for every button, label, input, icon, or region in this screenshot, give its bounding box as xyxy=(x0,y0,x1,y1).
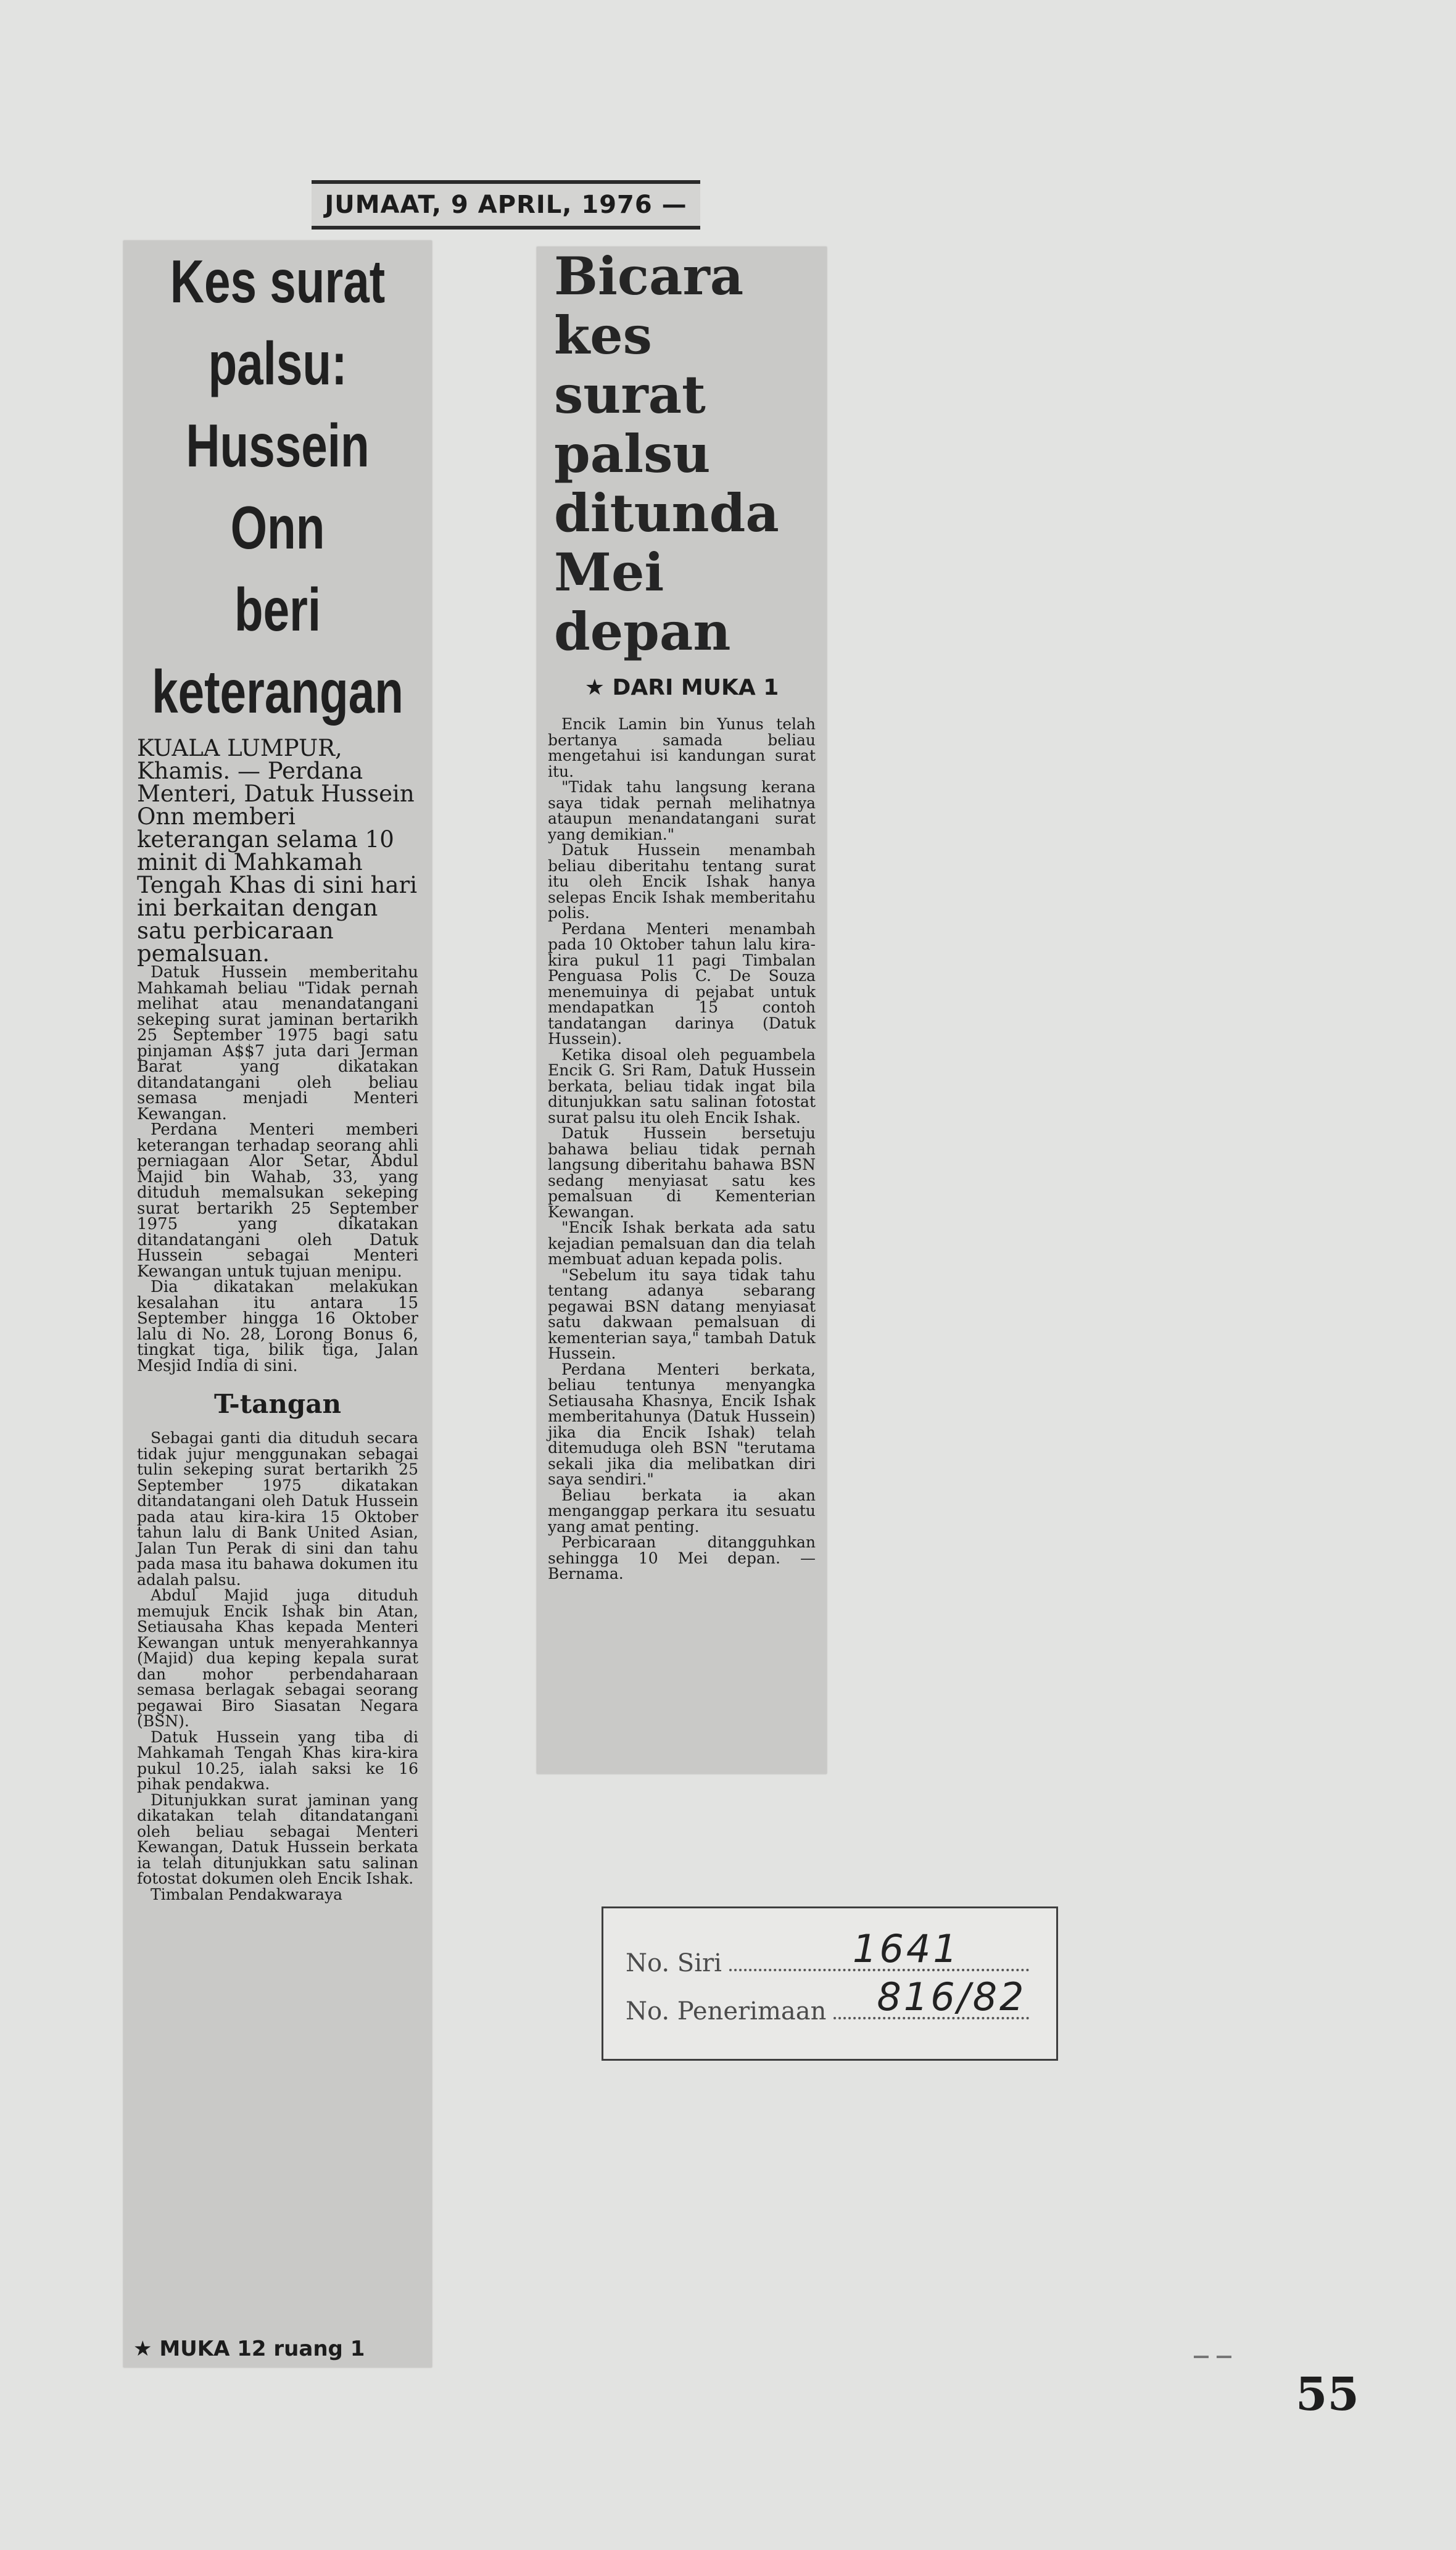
article-paragraph: Abdul Majid juga dituduh memujuk Encik Ishak bin Atan, Setiausaha Khas kepada Menteri Kewangan untuk menyerahkannya (Majid) dua keping kepala surat dan mohor perbendaharaan semasa berlagak sebagai seorang pegawai Biro Siasatan Negara (BSN). xyxy=(137,1586,418,1730)
article-paragraph: Perbicaraan ditangguhkan sehingga 10 Mei depan. — Bernama. xyxy=(548,1533,816,1583)
article-headline: Kes surat palsu: Hussein Onn beri keterangan xyxy=(152,247,403,726)
article-paragraph: Encik Lamin bin Yunus telah bertanya samada beliau mengetahui isi kandungan surat itu. xyxy=(548,715,816,780)
pencil-mark xyxy=(1217,2356,1231,2358)
article-paragraph: Perdana Menteri menambah pada 10 Oktober tahun lalu kira-kira pukul 11 pagi Timbalan Penguasa Polis C. De Souza menemuinya di pejabat untuk mendapatkan 15 contoh tandatangan darinya (Datuk Hussein). xyxy=(548,919,816,1048)
article-paragraph: Ditunjukkan surat jaminan yang dikatakan telah ditandatangani oleh beliau sebagai Menteri Kewangan, Datuk Hussein berkata ia telah ditunjukkan satu salinan fotostat dokumen oleh Encik Ishak. xyxy=(137,1790,418,1887)
article-paragraph: Datuk Hussein menambah beliau diberitahu tentang surat itu oleh Encik Ishak hanya selepas Encik Ishak memberitahu polis. xyxy=(548,841,816,922)
page-number: 55 xyxy=(1296,2368,1359,2421)
stamp-siri-value: 1641 xyxy=(852,1926,960,1971)
continuation-from: ★ DARI MUKA 1 xyxy=(584,675,779,700)
article-subhead: T-tangan xyxy=(213,1389,341,1419)
stamp-penerimaan-line xyxy=(833,1974,1029,2019)
article-paragraph: Sebagai ganti dia dituduh secara tidak jujur menggunakan sebagai tulin sekeping surat bertarikh 25 September 1975 dikatakan ditandatangani oleh Datuk Hussein pada atau kira-kira 15 Oktober tahun lalu di Bank United Asian, Jalan Tun Perak di sini dan tahu pada masa itu bahawa dokumen itu adalah palsu. xyxy=(137,1429,418,1589)
stamp-penerimaan-value: 816/82 xyxy=(877,1974,1027,2019)
stamp-row-penerimaan xyxy=(626,1974,1034,2026)
pencil-mark xyxy=(1194,2356,1209,2358)
article-paragraph: Perdana Menteri memberi keterangan terhadap seorang ahli perniagaan Alor Setar, Abdul Majid bin Wahab, 33, yang dituduh memalsukan sekeping surat bertarikh 25 September 1975 yang dikatakan ditandatangani oleh Datuk Hussein sebagai Menteri Kewangan untuk tujuan menipu. xyxy=(137,1120,418,1281)
article-paragraph: Datuk Hussein bersetuju bahawa beliau tidak pernah langsung diberitahu bahawa BSN sedang menyiasat satu kes pemalsuan di Kementerian Kewangan. xyxy=(548,1124,816,1221)
dateline: JUMAAT, 9 APRIL, 1976 — xyxy=(312,180,700,230)
article-paragraph: Datuk Hussein yang tiba di Mahkamah Tengah Khas kira-kira pukul 10.25, ialah saksi ke 16 pihak pendakwa. xyxy=(137,1728,418,1793)
stamp-siri-line xyxy=(729,1926,1029,1971)
article-paragraph: Dia dikatakan melakukan kesalahan itu antara 15 September hingga 16 Oktober lalu di No. 28, Lorong Bonus 6, tingkat tiga, bilik tiga, Jalan Mesjid India di sini. xyxy=(137,1278,418,1375)
article-paragraph: "Tidak tahu langsung kerana saya tidak pernah melihatnya ataupun menandatangani surat yang demikian." xyxy=(548,778,816,843)
article-lead: KUALA LUMPUR, Khamis. — Perdana Menteri, Datuk Hussein Onn memberi keterangan selama 10 minit di Mahkamah Tengah Khas di sini hari ini berkaitan dengan satu perbicaraan pemalsuan. xyxy=(137,735,418,967)
article-clipping-bicara xyxy=(537,247,827,1774)
stamp-siri-label: No. Siri xyxy=(626,1949,722,1977)
continuation-reference: ★ MUKA 12 ruang 1 xyxy=(133,2337,365,2361)
stamp-row-siri xyxy=(626,1926,1034,1977)
article-paragraph: Timbalan Pendakwaraya xyxy=(151,1885,343,1903)
stamp-penerimaan-label: No. Penerimaan xyxy=(626,1997,827,2026)
article-clipping-hussein xyxy=(123,241,432,2367)
article-paragraph: "Encik Ishak berkata ada satu kejadian pemalsuan dan dia telah membuat aduan kepada polis. xyxy=(548,1219,816,1268)
article-paragraph: Perdana Menteri berkata, beliau tentunya menyangka Setiausaha Khasnya, Encik Ishak memberitahunya (Datuk Hussein) jika dia Encik Ishak) telah ditemuduga oleh BSN "terutama sekali jika dia melibatkan diri saya sendiri." xyxy=(548,1360,816,1488)
article-paragraph: "Sebelum itu saya tidak tahu tentang adanya sebarang pegawai BSN datang menyiasat satu dakwaan pemalsuan di kementerian saya," tambah Datuk Hussein. xyxy=(548,1265,816,1362)
article-headline: Bicara kes surat palsu ditunda Mei depan xyxy=(554,247,779,662)
article-paragraph: Beliau berkata ia akan menganggap perkara itu sesuatu yang amat penting. xyxy=(548,1486,816,1536)
article-paragraph: Datuk Hussein memberitahu Mahkamah beliau "Tidak pernah melihat atau menandatangani sekeping surat jaminan bertarikh 25 September 1975 bagi satu pinjaman A$$7 juta dari Jerman Barat yang dikatakan ditandatangani oleh beliau semasa menjadi Menteri Kewangan. xyxy=(137,963,418,1124)
article-paragraph: Ketika disoal oleh peguambela Encik G. Sri Ram, Datuk Hussein berkata, beliau tidak ingat bila ditunjukkan satu salinan fotostat surat palsu itu oleh Encik Ishak. xyxy=(548,1045,816,1127)
archive-stamp xyxy=(602,1906,1058,2061)
